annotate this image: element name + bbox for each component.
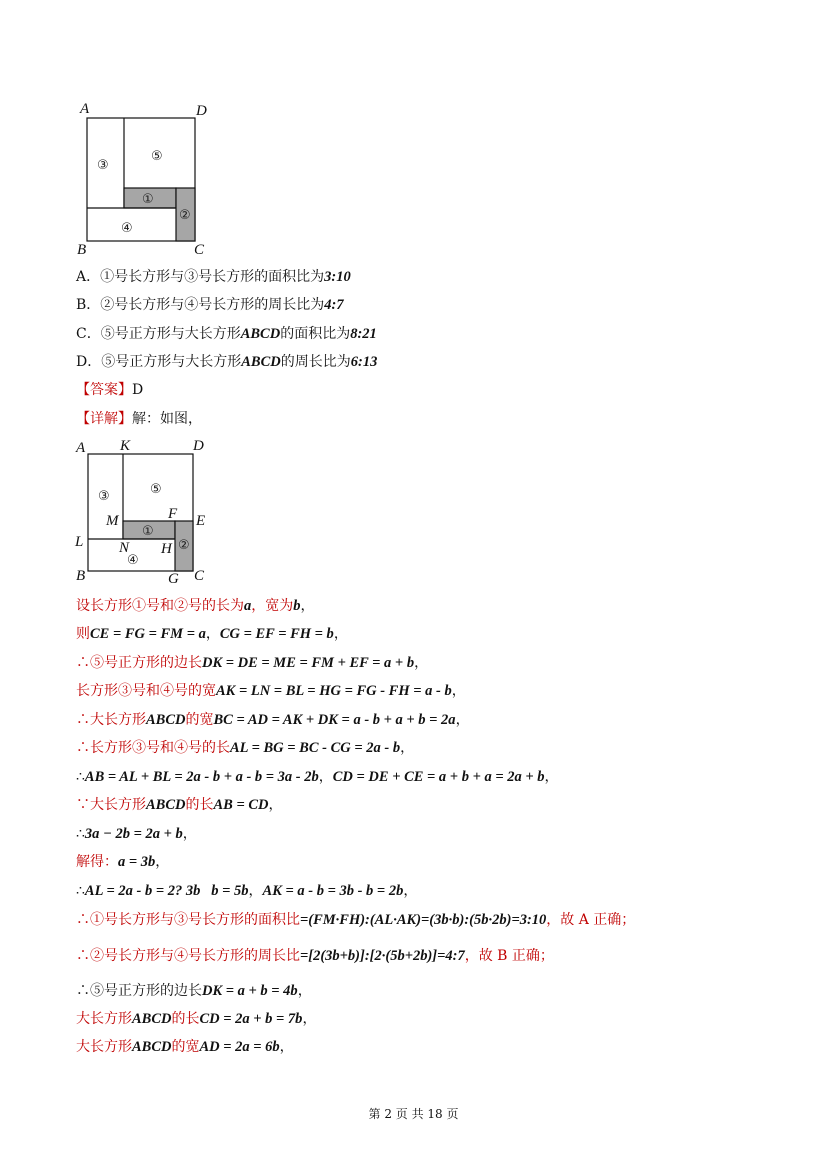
solution-line-14: ∴⑤号正方形的边长DK = a + b = 4b， [76, 983, 312, 999]
option-b: B．②号长方形与④号长方形的周长比为4:7 [76, 297, 344, 313]
region2-4-label: ④ [127, 553, 139, 568]
solution-line-3: ∴⑤号正方形的边长DK = DE = ME = FM + EF = a + b， [76, 655, 429, 671]
label-C: C [194, 242, 205, 258]
figure-1-svg [76, 100, 216, 260]
solution-line-11: ∴AL = 2a - b = 2? 3b b = 5b，AK = a - b = 3b - b = 2b， [76, 883, 418, 899]
label2-A: A [76, 440, 86, 456]
solution-line-2: 则CE = FG = FM = a，CG = EF = FH = b， [76, 626, 348, 642]
page-footer: 第 2 页 共 18 页 [368, 1107, 459, 1121]
label2-K: K [120, 438, 131, 454]
solution-line-13: ∴②号长方形与④号长方形的周长比=[2(3b+b)]:[2·(5b+2b)]=4:7，故 B 正确； [76, 948, 554, 964]
solution-line-10: 解得：a = 3b， [76, 854, 170, 870]
figure-2-svg [72, 436, 217, 588]
label2-M: M [106, 513, 119, 529]
figure-1 [76, 100, 216, 264]
label2-G: G [168, 571, 179, 587]
region-4-label: ④ [121, 221, 133, 236]
label2-B: B [76, 568, 86, 584]
region-5-label: ⑤ [151, 149, 163, 164]
label-A: A [80, 101, 90, 117]
detail-line: 【详解】解：如图， [76, 411, 202, 427]
solution-line-15: 大长方形ABCD的长CD = 2a + b = 7b， [76, 1011, 317, 1027]
label2-E: E [196, 513, 206, 529]
answer-line: 【答案】D [76, 382, 144, 398]
label2-F: F [168, 506, 178, 522]
solution-line-4: 长方形③号和④号的宽AK = LN = BL = HG = FG - FH = a - b， [76, 683, 466, 699]
region2-2-label: ② [178, 538, 190, 553]
option-c: C．⑤号正方形与大长方形ABCD的面积比为8:21 [76, 326, 377, 342]
solution-line-5: ∴大长方形ABCD的宽BC = AD = AK + DK = a - b + a + b = 2a， [76, 712, 470, 728]
region2-1-label: ① [142, 524, 154, 539]
figure-2 [72, 436, 217, 592]
solution-line-12: ∴①号长方形与③号长方形的面积比=(FM·FH):(AL·AK)=(3b·b):(5b·2b)=3:10，故 A 正确； [76, 912, 636, 928]
label2-L: L [75, 534, 84, 550]
solution-line-1: 设长方形①号和②号的长为a，宽为b， [76, 598, 315, 614]
solution-line-8: ∵大长方形ABCD的长AB = CD， [76, 797, 283, 813]
region2-5-label: ⑤ [150, 482, 162, 497]
label-B: B [77, 242, 87, 258]
region-2-label: ② [179, 208, 191, 223]
region-1-label: ① [142, 192, 154, 207]
label2-N: N [119, 540, 130, 556]
solution-line-7: ∴AB = AL + BL = 2a - b + a - b = 3a - 2b，CD = DE + CE = a + b + a = 2a + b， [76, 769, 559, 785]
region2-3-label: ③ [98, 489, 110, 504]
option-d: D．⑤号正方形与大长方形ABCD的周长比为6:13 [76, 354, 378, 370]
solution-line-16: 大长方形ABCD的宽AD = 2a = 6b， [76, 1039, 294, 1055]
label2-H: H [161, 541, 172, 557]
solution-line-6: ∴长方形③号和④号的长AL = BG = BC - CG = 2a - b， [76, 740, 415, 756]
option-a: A．①号长方形与③号长方形的面积比为3:10 [76, 269, 351, 285]
label-D: D [196, 103, 207, 119]
label2-D: D [193, 438, 204, 454]
solution-line-9: ∴3a − 2b = 2a + b， [76, 826, 197, 842]
region-3-label: ③ [97, 158, 109, 173]
label2-C: C [194, 568, 205, 584]
